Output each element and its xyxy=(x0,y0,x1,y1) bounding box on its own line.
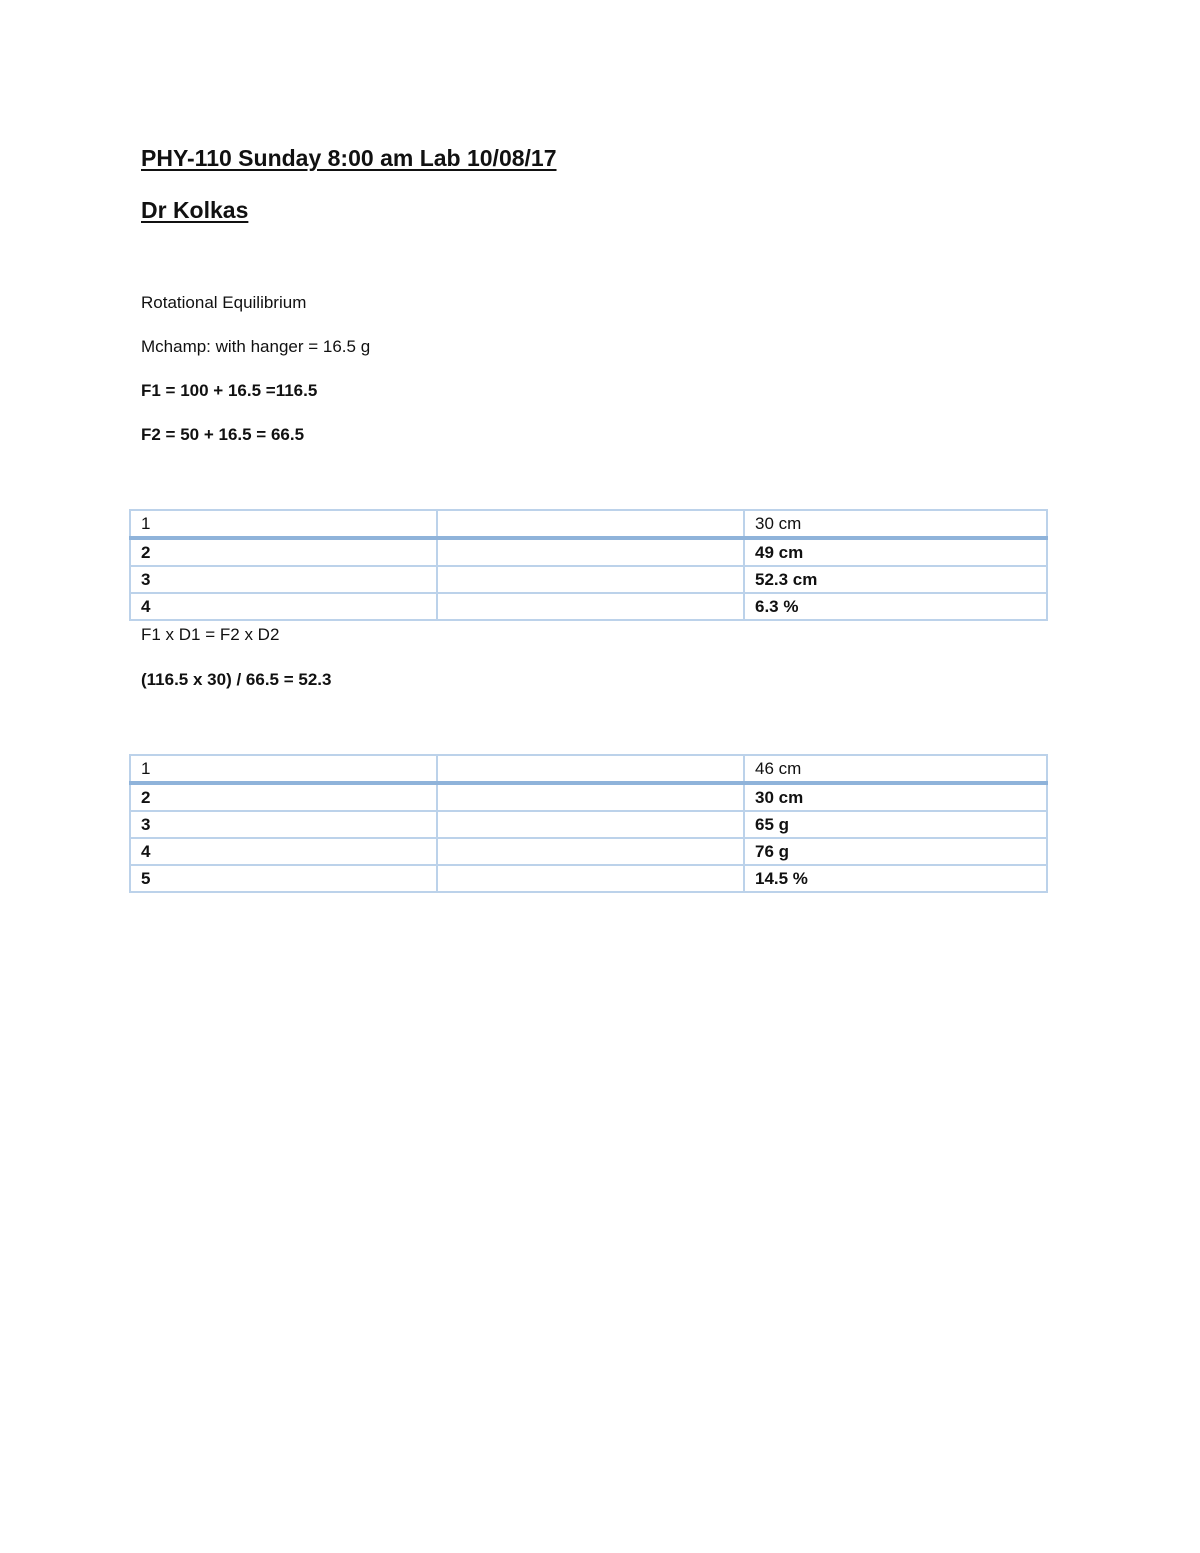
row-number: 2 xyxy=(130,783,437,811)
row-number: 4 xyxy=(130,838,437,865)
calculation-line: (116.5 x 30) / 66.5 = 52.3 xyxy=(141,670,332,689)
empty-cell xyxy=(437,811,744,838)
empty-cell xyxy=(437,865,744,892)
table-row xyxy=(130,593,1047,620)
row-number: 5 xyxy=(130,865,437,892)
table-row xyxy=(130,838,1047,865)
row-number: 3 xyxy=(130,811,437,838)
table-row xyxy=(130,510,1047,538)
measurements-table-1 xyxy=(129,509,1048,621)
row-value: 52.3 cm xyxy=(744,566,1047,593)
empty-cell xyxy=(437,510,744,538)
empty-cell xyxy=(437,593,744,620)
row-number: 2 xyxy=(130,538,437,566)
table-row xyxy=(130,538,1047,566)
mass-line: Mchamp: with hanger = 16.5 g xyxy=(141,337,371,356)
empty-cell xyxy=(437,783,744,811)
row-value: 30 cm xyxy=(744,783,1047,811)
row-value: 76 g xyxy=(744,838,1047,865)
table-row xyxy=(130,755,1047,783)
empty-cell xyxy=(437,755,744,783)
empty-cell xyxy=(437,538,744,566)
row-number: 3 xyxy=(130,566,437,593)
equilibrium-equation: F1 x D1 = F2 x D2 xyxy=(141,625,280,644)
row-number: 1 xyxy=(130,755,437,783)
row-value: 46 cm xyxy=(744,755,1047,783)
table-row xyxy=(130,811,1047,838)
f1-line: F1 = 100 + 16.5 =116.5 xyxy=(141,381,318,400)
f2-line: F2 = 50 + 16.5 = 66.5 xyxy=(141,425,305,444)
document-title: PHY-110 Sunday 8:00 am Lab 10/08/17 xyxy=(141,145,557,171)
row-number: 1 xyxy=(130,510,437,538)
row-value: 65 g xyxy=(744,811,1047,838)
empty-cell xyxy=(437,838,744,865)
row-value: 30 cm xyxy=(744,510,1047,538)
row-number: 4 xyxy=(130,593,437,620)
topic-line: Rotational Equilibrium xyxy=(141,293,307,312)
empty-cell xyxy=(437,566,744,593)
table-row xyxy=(130,783,1047,811)
row-value: 49 cm xyxy=(744,538,1047,566)
measurements-table-2 xyxy=(129,754,1048,893)
row-value: 6.3 % xyxy=(744,593,1047,620)
table-row xyxy=(130,865,1047,892)
instructor-name: Dr Kolkas xyxy=(141,197,249,223)
table-row xyxy=(130,566,1047,593)
row-value: 14.5 % xyxy=(744,865,1047,892)
